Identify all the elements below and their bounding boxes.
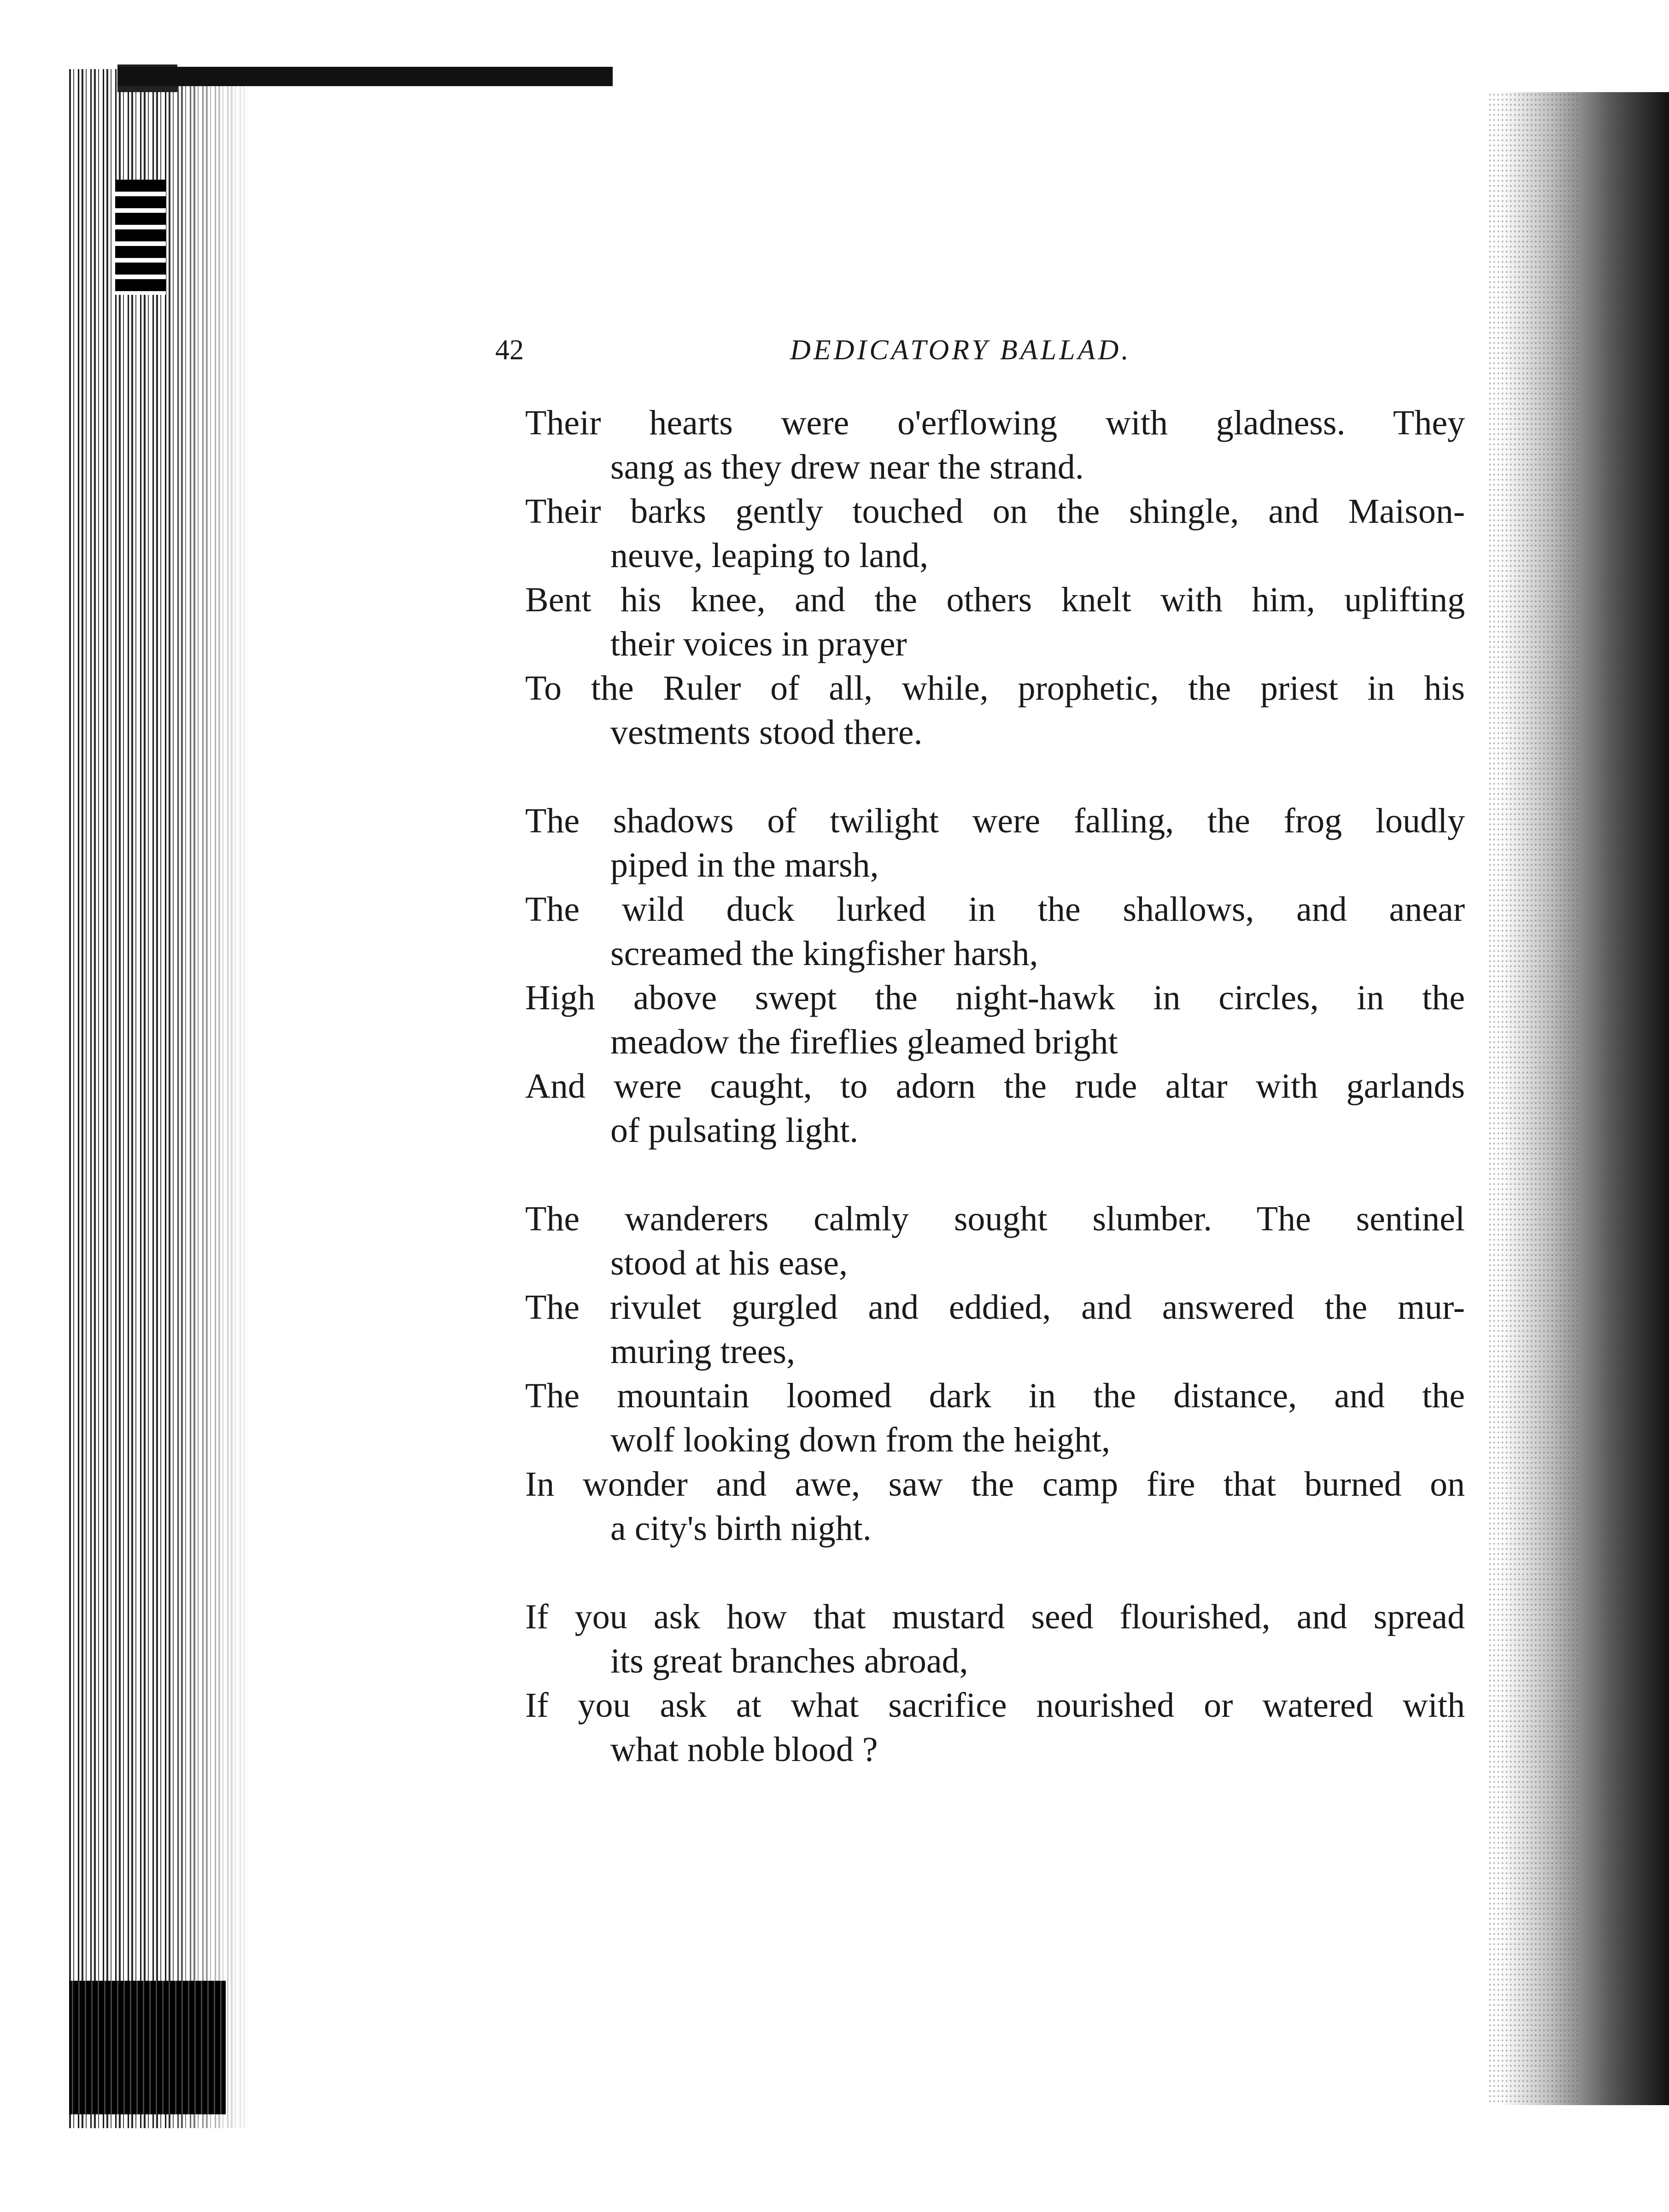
scan-edge-blocks [115, 180, 166, 295]
verse-line: If you ask how that mustard seed flourished, and spread [525, 1598, 1465, 1636]
verse-line-continuation: wolf looking down from the height, [610, 1421, 1110, 1459]
stanza-2 [525, 799, 1465, 1153]
verse-line-continuation: sang as they drew near the strand. [610, 448, 1084, 486]
verse-line-continuation: muring trees, [610, 1332, 796, 1371]
verse-line: The mountain loomed dark in the distance, and the [525, 1376, 1465, 1415]
verse-line-continuation: vestments stood there. [610, 713, 923, 752]
scan-edge-base [69, 1981, 226, 2114]
verse-line-continuation: of pulsating light. [610, 1111, 859, 1150]
verse-line-continuation: meadow the fireflies gleamed bright [610, 1023, 1118, 1061]
verse-line: Their hearts were o'erflowing with gladness. They [525, 404, 1465, 442]
scan-top-bar [117, 67, 613, 86]
scan-binding-fade [166, 69, 253, 2128]
verse-line: To the Ruler of all, while, prophetic, the priest in his [525, 669, 1465, 708]
verse-line: If you ask at what sacrifice nourished or watered with [525, 1686, 1465, 1725]
verse-line: In wonder and awe, saw the camp fire that burned on [525, 1465, 1465, 1504]
verse-line: And were caught, to adorn the rude altar with garlands [525, 1067, 1465, 1106]
stanza-1 [525, 401, 1465, 755]
running-title: DEDICATORY BALLAD. [790, 334, 1131, 366]
verse-line-continuation: neuve, leaping to land, [610, 536, 929, 575]
verse-line: Bent his knee, and the others knelt with him, uplifting [525, 580, 1465, 619]
verse-line: The rivulet gurgled and eddied, and answered the mur- [525, 1288, 1465, 1327]
verse-line-continuation: screamed the kingfisher harsh, [610, 934, 1038, 973]
page-number: 42 [495, 334, 524, 366]
verse-line: High above swept the night-hawk in circles, in the [525, 978, 1465, 1017]
stanza-3 [525, 1197, 1465, 1551]
verse-line-continuation: their voices in prayer [610, 625, 907, 663]
poem-body [525, 401, 1465, 1816]
page-header [495, 334, 1472, 375]
scan-right-noise [1488, 92, 1580, 2105]
verse-line: The wanderers calmly sought slumber. The sentinel [525, 1200, 1465, 1238]
verse-line-continuation: stood at his ease, [610, 1244, 848, 1282]
verse-line-continuation: what noble blood ? [610, 1730, 878, 1769]
verse-line-continuation: its great branches abroad, [610, 1642, 968, 1680]
stanza-4 [525, 1595, 1465, 1772]
verse-line: The shadows of twilight were falling, the frog loudly [525, 802, 1465, 840]
verse-line-continuation: piped in the marsh, [610, 846, 879, 884]
verse-line: The wild duck lurked in the shallows, and anear [525, 890, 1465, 929]
verse-line-continuation: a city's birth night. [610, 1509, 872, 1548]
verse-line: Their barks gently touched on the shingle, and Maison- [525, 492, 1465, 531]
